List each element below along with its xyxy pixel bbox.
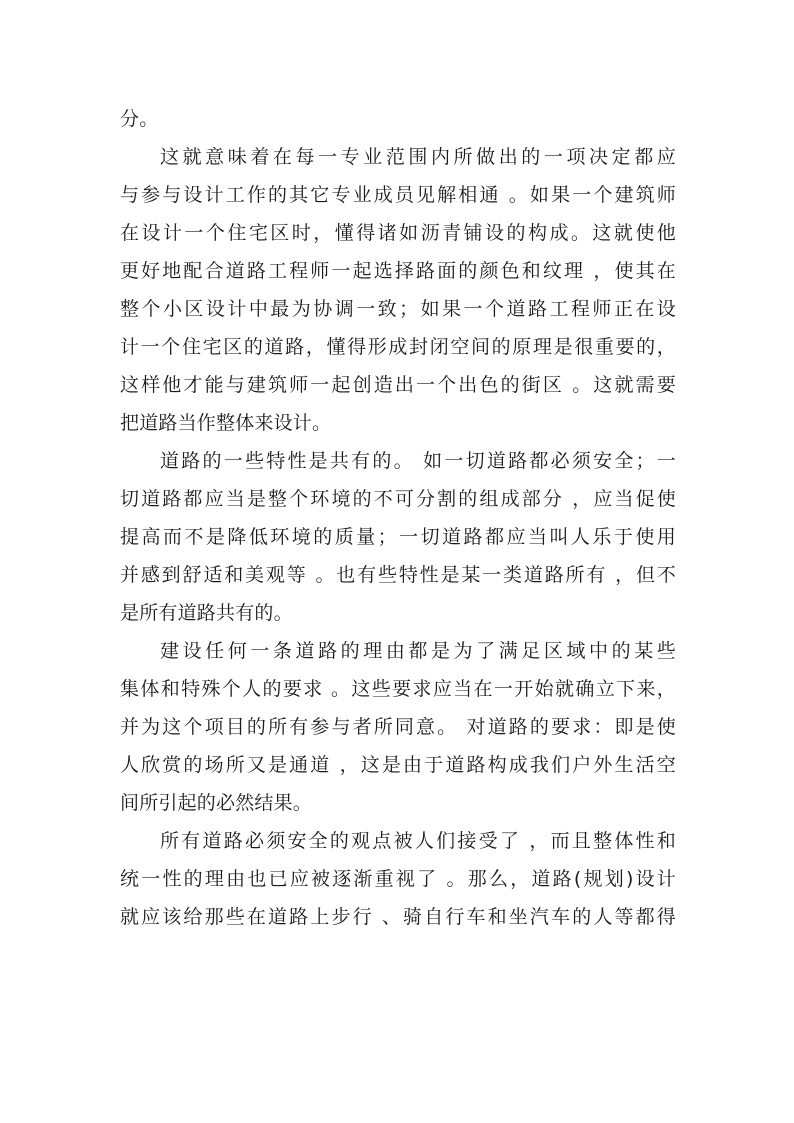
text-line: 计一个住宅区的道路，懂得形成封闭空间的原理是很重要的， bbox=[120, 336, 676, 358]
text-line: 人欣赏的场所又是通道 ，这是由于道路构成我们户外生活空 bbox=[120, 754, 676, 776]
text-line: 建设任何一条道路的理由都是为了满足区域中的某些 bbox=[160, 640, 676, 662]
text-line: 并感到舒适和美观等 。也有些特性是某一类道路所有 ，但不 bbox=[120, 564, 676, 586]
text-line: 整个小区设计中最为协调一致；如果一个道路工程师正在设 bbox=[120, 298, 676, 320]
paragraph-2 bbox=[120, 138, 676, 442]
text-line: 分。 bbox=[120, 108, 159, 130]
paragraph-4 bbox=[120, 632, 676, 822]
text-line: 切道路都应当是整个环境的不可分割的组成部分 ，应当促使 bbox=[120, 488, 676, 510]
text-line: 是所有道路共有的。 bbox=[120, 602, 293, 624]
text-line: 集体和特殊个人的要求 。这些要求应当在一开始就确立下来， bbox=[120, 678, 676, 700]
text-line: 间所引起的必然结果。 bbox=[120, 792, 313, 814]
text-line: 在设计一个住宅区时，懂得诸如沥青铺设的构成。这就使他 bbox=[120, 222, 676, 244]
text-line: 把道路当作整体来设计。 bbox=[120, 412, 332, 434]
text-line: 并为这个项目的所有参与者所同意。 对道路的要求：即是使 bbox=[120, 716, 676, 738]
text-line: 就应该给那些在道路上步行 、骑自行车和坐汽车的人等都得 bbox=[120, 906, 676, 928]
text-line: 道路的一些特性是共有的。 如一切道路都必须安全；一 bbox=[160, 450, 676, 472]
text-line: 更好地配合道路工程师一起选择路面的颜色和纹理 ，使其在 bbox=[120, 260, 676, 282]
text-line: 统一性的理由也已应被逐渐重视了 。那么，道路(规划)设计 bbox=[120, 868, 676, 890]
text-line: 与参与设计工作的其它专业成员见解相通 。如果一个建筑师 bbox=[120, 184, 676, 206]
paragraph-5 bbox=[120, 822, 676, 936]
text-line: 这样他才能与建筑师一起创造出一个出色的街区 。这就需要 bbox=[120, 374, 676, 396]
text-line: 所有道路必须安全的观点被人们接受了 ，而且整体性和 bbox=[160, 830, 676, 852]
paragraph-3 bbox=[120, 442, 676, 632]
text-line: 提高而不是降低环境的质量；一切道路都应当叫人乐于使用 bbox=[120, 526, 676, 548]
paragraph-1 bbox=[120, 100, 676, 138]
document-body bbox=[120, 100, 676, 936]
text-line: 这就意味着在每一专业范围内所做出的一项决定都应 bbox=[160, 146, 676, 168]
